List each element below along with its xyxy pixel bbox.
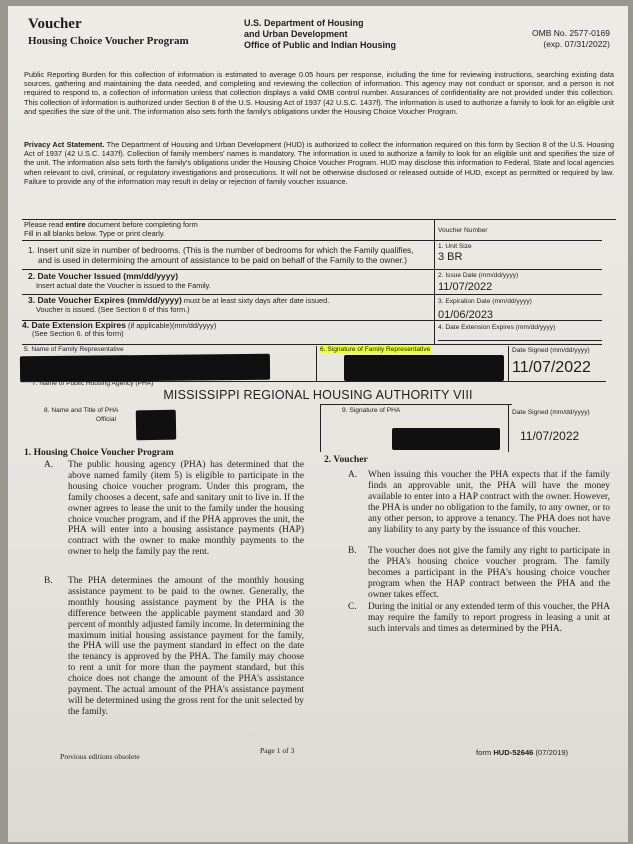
- row-rule: [22, 344, 602, 345]
- pha-signature-top-rule: [320, 404, 512, 405]
- section-1-a-text: The public housing agency (PHA) has determined that the above named family (item 5) is eligible to participate in the housing choice voucher program. Under this program, the family chooses a decent, safe and sanitary unit to live in. If the owner agrees to lease the unit to the family under the housing choice voucher program, and if the PHA approves the unit, the PHA will enter into a housing assistance payments (HAP) contract with the owner to make monthly payments to the owner to help the family pay the rent.: [68, 460, 304, 558]
- section-2-c-letter: C.: [348, 602, 357, 612]
- family-rep-label: 5. Name of Family Representative: [24, 346, 124, 353]
- footer-editions-note: Previous editions obsolete: [60, 752, 140, 761]
- family-date-signed-field[interactable]: 11/07/2022: [512, 359, 591, 376]
- item-3-bold: 3. Date Voucher Expires (mm/dd/yyyy): [28, 295, 182, 305]
- reporting-burden-text: Public Reporting Burden for this collection of information is estimated to average 0.05 hours per response, including the time for reviewing instructions, searching existing data sources, gathering and maintaining the data needed, and completing and reviewing the collection of information. This agency may not conduct or sponsor, and a person is not required to respond to, a collection of information unless that collection displays a valid OMB control number. Assurances of confidentiality are not provided under this collection. This collection of information is authorized under Section 8 of the U.S. Housing Act of 1937 (42 U.S.C. 1437f). The information is used to authorize a family to look for an eligible unit and specifies the size of the unit. The information also sets forth the family's obligations under the Housing Choice Voucher Program.: [24, 70, 614, 116]
- extension-date-label: 4. Date Extension Expires (mm/dd/yyyy): [438, 324, 556, 331]
- item-3-text: Voucher is issued. (See Section 6 of this form.): [36, 305, 190, 314]
- pha-signature-label: 9. Signature of PHA: [342, 407, 401, 414]
- pha-signature-left-rule: [320, 404, 321, 452]
- pha-date-signed-field[interactable]: 11/07/2022: [520, 429, 580, 443]
- row-rule: [22, 269, 602, 270]
- issue-date-label: 2. Issue Date (mm/dd/yyyy): [438, 272, 519, 279]
- extension-field-rule: [438, 340, 602, 341]
- unit-size-label: 1. Unit Size: [438, 243, 472, 250]
- pha-name-label: 7. Name of Public Housing Agency (PHA): [32, 380, 154, 387]
- item-1-text-a: 1. Insert unit size in number of bedrooms. (This is the number of bedrooms for which the Family qualifies,: [28, 245, 414, 255]
- pha-date-divider: [508, 404, 509, 452]
- section-1-b-letter: B.: [44, 576, 53, 586]
- footer-page-number: Page 1 of 3: [260, 746, 295, 755]
- item-2-heading: 2. Date Voucher Issued (mm/dd/yyyy): [28, 271, 179, 281]
- signature-divider: [316, 346, 317, 382]
- redacted-pha-official: [136, 410, 177, 441]
- unit-size-field[interactable]: 3 BR: [438, 251, 463, 263]
- section-2-title: 2. Voucher: [324, 454, 368, 465]
- privacy-act-statement: [24, 140, 614, 186]
- pha-official-label-2: Official: [96, 416, 117, 423]
- item-3-rest: must be at least sixty days after date issued.: [181, 296, 330, 305]
- section-2-b-letter: B.: [348, 546, 357, 556]
- document-title: Voucher: [28, 16, 82, 32]
- pha-official-label: 8. Name and Title of PHA: [44, 407, 119, 414]
- redacted-family-name: [20, 354, 270, 383]
- section-2-a-letter: A.: [348, 470, 358, 480]
- omb-block: [532, 28, 610, 50]
- agency-block: [244, 18, 434, 51]
- section-2-b-text: The voucher does not give the family any right to participate in the PHA's housing choice voucher program. The family becomes a participant in the PHA's housing choice voucher program when the HAP contract between the PHA and the owner takes effect.: [368, 546, 610, 600]
- omb-number: OMB No. 2577-0169: [532, 28, 610, 38]
- issue-date-field[interactable]: 11/07/2022: [438, 281, 493, 293]
- footer-form-date: (07/2019): [533, 748, 569, 757]
- instructions-post: document before completing form: [85, 220, 198, 229]
- expiration-date-field[interactable]: 01/06/2023: [438, 309, 494, 321]
- voucher-document: [8, 6, 628, 842]
- agency-line-3: Office of Public and Indian Housing: [244, 40, 397, 50]
- item-4-text: (See Section 6. of this form): [32, 329, 124, 338]
- omb-expiration: (exp. 07/31/2022): [543, 39, 610, 49]
- section-1-title: 1. Housing Choice Voucher Program: [24, 447, 174, 458]
- form-column-divider: [434, 220, 435, 345]
- item-2-text: Insert actual date the Voucher is issued to the Family.: [36, 281, 211, 290]
- row-rule: [22, 240, 602, 241]
- section-1-b-text: The PHA determines the amount of the monthly housing assistance payment to be paid to the owner. Generally, the monthly housing assistance payment by the PHA is the difference between the applicable payment standard and 30 percent of monthly adjusted family income. In determining the maximum initial housing assistance payment for the family, the PHA will use the payment standard in effect on the date the tenancy is approved by the PHA. The family may choose to rent a unit for more than the payment standard, but this choice does not change the amount of the PHA's assistance payment. The actual amount of the PHA's assistance payment will be determined using the gross rent for the unit selected by the family.: [68, 576, 304, 717]
- family-date-signed-label: Date Signed (mm/dd/yyyy): [512, 347, 590, 354]
- privacy-text: The Department of Housing and Urban Development (HUD) is authorized to collect the information required on this form by Section 8 of the U.S. Housing Act of 1937 (42 U.S.C. 1437f). Collection of family members' names is mandatory. The information is used to authorize a family to look for an eligible unit and specifies the size of the unit. The information also sets forth the family's obligations under the Housing Choice Voucher Program. HUD may disclose this information to Federal, State and local agencies when relevant to civil, criminal, or regulatory investigations and prosecutions. It will not be otherwise disclosed or released outside of HUD, except as permitted or required by law. Failure to provide any of the information may result in delay or rejection of family voucher issuance.: [24, 140, 614, 186]
- section-2-a-text: When issuing this voucher the PHA expects that if the family finds an approvable unit, the PHA will have the money available to enter into a HAP contract with the owner. However, the PHA is under no obligation to the family, to any owner, or to any other person, to approve a tenancy. The PHA does not have any liability to any party by the issuance of this voucher.: [368, 470, 610, 535]
- date-divider: [508, 346, 509, 382]
- agency-line-1: U.S. Department of Housing: [244, 18, 364, 28]
- pha-name-field[interactable]: MISSISSIPPI REGIONAL HOUSING AUTHORITY VIII: [163, 388, 473, 402]
- footer-form-prefix: form: [476, 748, 494, 757]
- redacted-pha-signature: [392, 428, 500, 450]
- instructions-line-2: Fill in all blanks below. Type or print clearly.: [24, 229, 166, 238]
- expiration-date-label: 3. Expiration Date (mm/dd/yyyy): [438, 298, 532, 305]
- family-signature-label: 6. Signature of Family Representative: [320, 346, 431, 353]
- item-1-text-b: and is used in determining the amount of assistance to be paid on behalf of the Family to the owner.): [38, 255, 407, 265]
- section-1-a-letter: A.: [44, 460, 54, 470]
- pha-date-signed-label: Date Signed (mm/dd/yyyy): [512, 409, 590, 416]
- document-subtitle: Housing Choice Voucher Program: [28, 35, 189, 47]
- redacted-family-signature: [344, 355, 504, 381]
- agency-line-2: and Urban Development: [244, 29, 348, 39]
- instructions-bold: entire: [65, 220, 86, 229]
- footer-form-id: [476, 748, 568, 757]
- instructions-pre: Please read: [24, 220, 66, 229]
- privacy-heading: Privacy Act Statement.: [24, 140, 105, 149]
- item-4-bold: 4. Date Extension Expires: [22, 320, 126, 330]
- item-4-rest: (if applicable)(mm/dd/yyyy): [125, 321, 217, 330]
- voucher-number-label: Voucher Number: [438, 227, 488, 234]
- footer-form-number: HUD-52646: [493, 748, 534, 757]
- section-2-c-text: During the initial or any extended term of this voucher, the PHA may require the family to report progress in leasing a unit at such intervals and times as determined by the PHA.: [368, 602, 610, 634]
